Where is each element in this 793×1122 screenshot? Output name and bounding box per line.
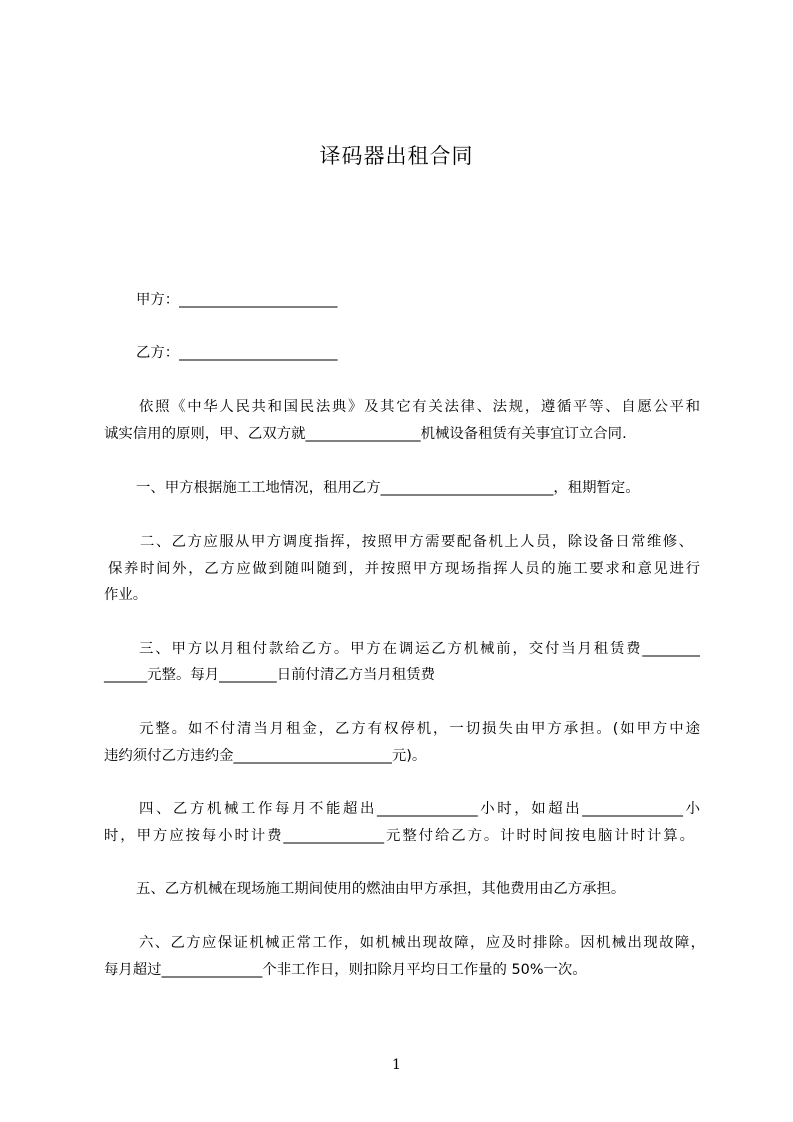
- clause-2-line-2: 保养时间外，乙方应做到随叫随到，并按照甲方现场指挥人员的施工要求和意见进行: [108, 561, 700, 577]
- clause-3-line-1: 三、甲方以月租付款给乙方。甲方在调运乙方机械前，交付当月租赁费________: [139, 641, 700, 657]
- intro-line-1: 依照《中华人民共和国民法典》及其它有关法律、法规，遵循平等、自愿公平和: [139, 399, 700, 415]
- clause-3b-line-2: 违约须付乙方违约金______________________元)。: [104, 748, 427, 764]
- clause-3-line-2: ______元整。每月________日前付清乙方当月租赁费: [104, 667, 435, 683]
- page-title: 译码器出租合同: [319, 144, 474, 168]
- clause-4-line-2: 时，甲方应按每小时计费______________元整付给乙方。计时时间按电脑计时计算。: [104, 828, 694, 844]
- party-b-line: 乙方：______________________: [136, 345, 338, 361]
- clause-4-line-1: 四、乙方机械工作每月不能超出______________小时，如超出______________小: [139, 801, 700, 817]
- clause-3b-line-1: 元整。如不付清当月租金，乙方有权停机，一切损失由甲方承担。(如甲方中途: [139, 721, 700, 737]
- clause-2-line-1: 二、乙方应服从甲方调度指挥，按照甲方需要配备机上人员，除设备日常维修、: [140, 534, 693, 550]
- clause-6-line-1: 六、乙方应保证机械正常工作，如机械出现故障，应及时排除。因机械出现故障，: [139, 935, 705, 951]
- party-a-line: 甲方：______________________: [136, 292, 338, 308]
- page-number: 1: [392, 1057, 401, 1073]
- clause-6-line-2: 每月超过______________个非工作日，则扣除月平均日工作量的 50%一次。: [104, 962, 587, 978]
- clause-5: 五、乙方机械在现场施工期间使用的燃油由甲方承担，其他费用由乙方承担。: [136, 881, 626, 897]
- clause-2-line-3: 作业。: [104, 587, 148, 603]
- clause-1: 一、甲方根据施工工地情况，租用乙方________________________，租期暂定。: [136, 480, 640, 496]
- intro-line-2: 诚实信用的原则，甲、乙双方就________________机械设备租赁有关事宜订立合同.: [104, 426, 627, 442]
